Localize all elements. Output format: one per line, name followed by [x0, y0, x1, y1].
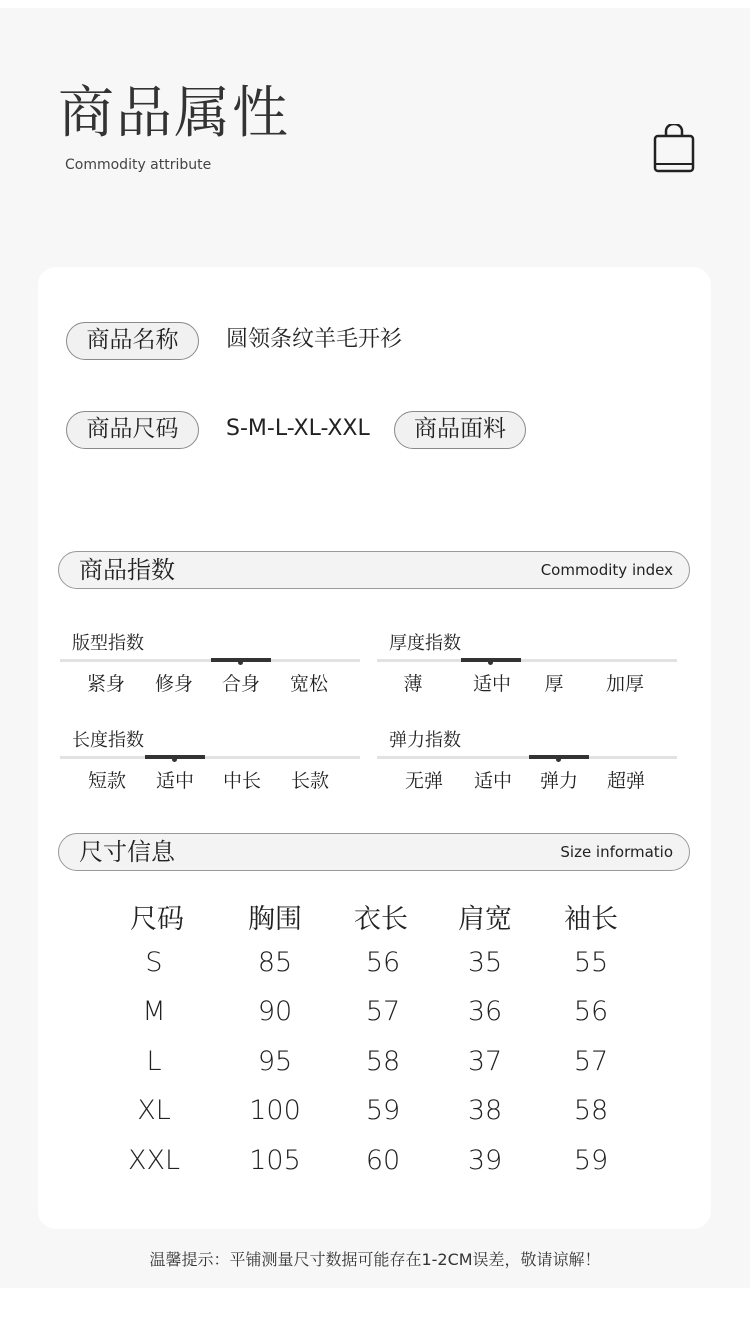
size-cell: XL	[137, 1095, 171, 1126]
size-table-header	[98, 897, 658, 947]
index-track	[377, 659, 677, 662]
size-cell: 105	[249, 1144, 301, 1176]
size-cell: 85	[257, 946, 293, 978]
size-header-cell: 胸围	[248, 904, 302, 935]
product-name-value: 圆领条纹羊毛开衫	[226, 327, 403, 352]
size-cell: S	[145, 946, 163, 978]
size-cell: 59	[573, 1144, 609, 1176]
index-option: 薄	[403, 673, 423, 695]
index-group-title: 厚度指数	[389, 633, 461, 654]
page-title: 商品属性	[58, 81, 290, 146]
size-cell: L	[146, 1045, 162, 1077]
size-section-bar	[58, 833, 690, 871]
index-selected-marker	[145, 755, 205, 759]
thickness-index-group	[377, 629, 677, 709]
size-cell: 60	[365, 1144, 401, 1176]
table-row	[98, 947, 658, 997]
index-section-title: 商品指数	[79, 556, 175, 584]
elasticity-index-group	[377, 726, 677, 806]
product-name-label: 商品名称	[66, 322, 199, 360]
index-option: 适中	[473, 770, 512, 792]
page-subtitle: Commodity attribute	[65, 157, 212, 173]
shopping-bag-icon	[652, 124, 696, 174]
index-option: 加厚	[605, 673, 644, 695]
size-cell: 100	[249, 1095, 301, 1126]
index-option: 修身	[154, 673, 193, 695]
table-row	[98, 1046, 658, 1096]
index-option: 无弹	[404, 770, 443, 792]
index-option: 弹力	[539, 770, 578, 792]
size-section-title: 尺寸信息	[79, 838, 175, 866]
index-track	[377, 756, 677, 759]
index-selected-marker	[529, 755, 589, 759]
index-track	[60, 756, 360, 759]
size-cell: 59	[365, 1095, 401, 1126]
table-row	[98, 1095, 658, 1145]
index-group-title: 版型指数	[72, 633, 144, 654]
size-cell: 39	[467, 1144, 503, 1176]
size-cell: 35	[467, 946, 503, 978]
size-header-cell: 尺码	[130, 904, 184, 935]
size-cell: 36	[467, 996, 503, 1027]
index-group-title: 弹力指数	[389, 730, 461, 751]
size-cell: M	[142, 996, 166, 1027]
index-option: 紧身	[86, 673, 125, 695]
size-cell: 57	[365, 996, 401, 1027]
index-selected-marker	[461, 658, 521, 662]
index-option: 超弹	[606, 770, 645, 792]
size-cell: 37	[467, 1045, 503, 1077]
measurement-footnote: 温馨提示：平铺测量尺寸数据可能存在1-2CM误差，敬请谅解！	[149, 1250, 601, 1269]
size-header-cell: 肩宽	[458, 904, 512, 935]
product-size-label: 商品尺码	[66, 411, 199, 449]
size-cell: 55	[573, 946, 609, 978]
size-cell: 38	[467, 1095, 503, 1126]
index-option: 长款	[290, 770, 329, 792]
index-section-bar	[58, 551, 690, 589]
size-table	[98, 897, 658, 1194]
fit-index-group	[60, 629, 360, 709]
size-section-subtitle: Size informatio	[560, 843, 673, 861]
index-option: 厚	[544, 673, 564, 695]
index-selected-marker	[211, 658, 271, 662]
table-row	[98, 996, 658, 1046]
size-cell: 56	[365, 946, 401, 978]
index-option: 适中	[155, 770, 194, 792]
table-row	[98, 1145, 658, 1195]
size-cell: 90	[257, 996, 293, 1027]
index-section-subtitle: Commodity index	[540, 561, 673, 579]
product-size-value: S-M-L-XL-XXL	[226, 416, 370, 441]
index-option: 中长	[222, 770, 261, 792]
index-option: 合身	[221, 673, 260, 695]
index-track	[60, 659, 360, 662]
length-index-group	[60, 726, 360, 806]
index-option: 宽松	[289, 673, 328, 695]
index-option: 短款	[87, 770, 126, 792]
size-header-cell: 袖长	[564, 904, 618, 935]
size-cell: XXL	[127, 1144, 181, 1176]
size-cell: 58	[365, 1045, 401, 1077]
size-cell: 56	[573, 996, 609, 1027]
size-header-cell: 衣长	[354, 904, 408, 935]
index-option: 适中	[472, 673, 511, 695]
size-cell: 57	[573, 1045, 609, 1077]
size-cell: 95	[257, 1045, 293, 1077]
size-cell: 58	[573, 1095, 609, 1126]
product-fabric-label: 商品面料	[394, 411, 526, 449]
index-group-title: 长度指数	[72, 730, 144, 751]
